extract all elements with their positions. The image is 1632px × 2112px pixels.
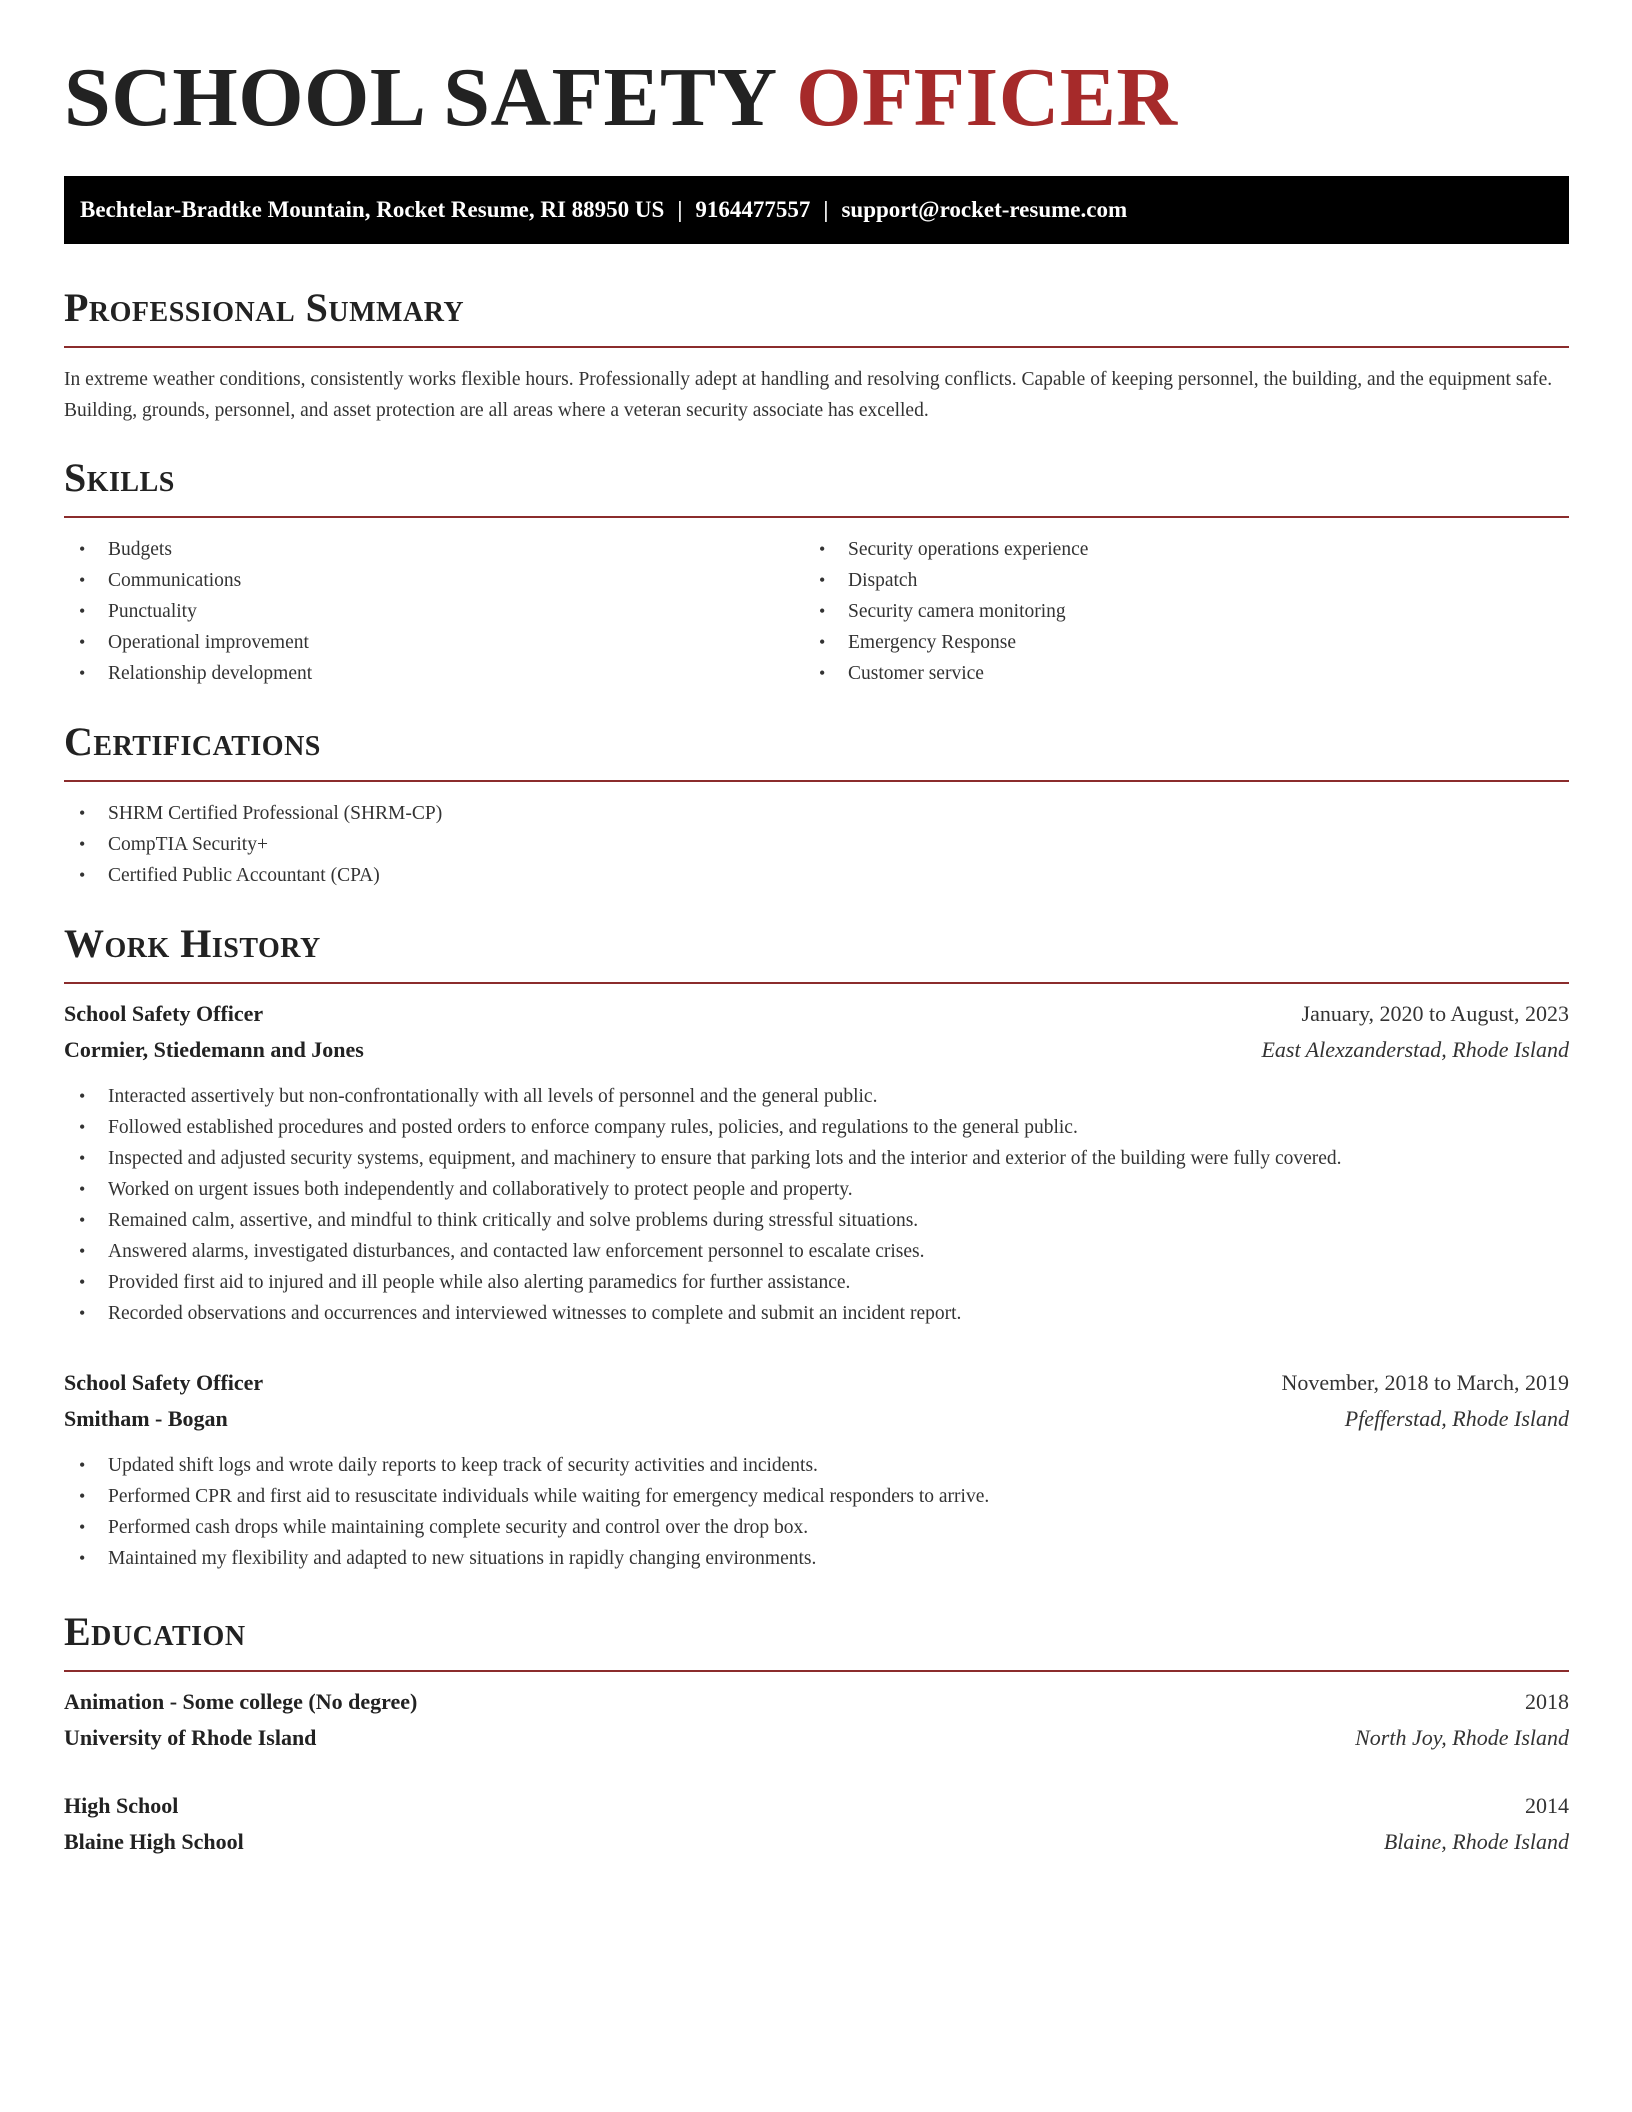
job-bullet: • Followed established procedures and posted orders to enforce company rules, policies, and regulations to the general public.	[64, 1112, 1569, 1143]
section-divider	[64, 516, 1569, 518]
certification-item: • Certified Public Accountant (CPA)	[64, 860, 1569, 891]
certifications-list	[64, 798, 1569, 891]
work-history-section	[64, 921, 1569, 1574]
job-bullet: • Remained calm, assertive, and mindful to think critically and solve problems during stressful situations.	[64, 1205, 1569, 1236]
section-divider	[64, 1670, 1569, 1672]
contact-phone: 9164477557	[695, 197, 811, 222]
work-history-heading: Work History	[64, 921, 321, 966]
education-school: University of Rhode Island	[64, 1725, 317, 1750]
job-bullet: • Answered alarms, investigated disturbances, and contacted law enforcement personnel to escalate crises.	[64, 1236, 1569, 1267]
skill-item: • Budgets	[64, 534, 804, 565]
contact-bar	[64, 176, 1569, 244]
contact-email: support@rocket-resume.com	[841, 197, 1128, 222]
job-company: Smitham - Bogan	[64, 1406, 228, 1431]
job-bullet: • Inspected and adjusted security systems, equipment, and machinery to ensure that parking lots and the interior and exterior of the building were fully covered.	[64, 1143, 1569, 1174]
resume-name	[64, 51, 1178, 144]
skill-item: • Communications	[64, 565, 804, 596]
education-year: 2018	[1525, 1689, 1569, 1714]
job-title: School Safety Officer	[64, 1370, 264, 1395]
job-bullet: • Performed CPR and first aid to resuscitate individuals while waiting for emergency medical responders to arrive.	[64, 1481, 1569, 1512]
summary-text: In extreme weather conditions, consistently works flexible hours. Professionally adept at handling and resolving conflicts. Capable of keeping personnel, the building, and the equipment safe. Building, grounds, personnel, and asset protection are all areas where a veteran security associate has excelled.	[64, 369, 1553, 421]
education-entry	[64, 1788, 1569, 1860]
education-location: North Joy, Rhode Island	[1355, 1725, 1569, 1750]
job-dates: January, 2020 to August, 2023	[1301, 1001, 1569, 1026]
job-bullet: • Updated shift logs and wrote daily reports to keep track of security activities and incidents.	[64, 1450, 1569, 1481]
job-bullet: • Provided first aid to injured and ill people while also alerting paramedics for further assistance.	[64, 1267, 1569, 1298]
education-year: 2014	[1525, 1793, 1569, 1818]
skill-item: • Operational improvement	[64, 627, 804, 658]
job-bullet: • Maintained my flexibility and adapted to new situations in rapidly changing environments.	[64, 1543, 1569, 1574]
name-main: SCHOOL SAFETY	[64, 51, 775, 144]
education-degree: High School	[64, 1793, 179, 1818]
education-heading: Education	[64, 1609, 246, 1654]
skills-list-left	[64, 534, 804, 689]
education-location: Blaine, Rhode Island	[1383, 1829, 1569, 1854]
job-bullet: • Worked on urgent issues both independently and collaboratively to protect people and property.	[64, 1174, 1569, 1205]
job-location: East Alexzanderstad, Rhode Island	[1261, 1037, 1569, 1062]
skills-heading: Skills	[64, 455, 175, 500]
job-entry	[64, 996, 1569, 1329]
contact-separator: |	[677, 197, 683, 222]
summary-heading: Professional Summary	[64, 285, 465, 330]
certifications-heading: Certifications	[64, 719, 321, 764]
summary-section	[64, 285, 1569, 426]
job-bullet: • Performed cash drops while maintaining complete security and control over the drop box.	[64, 1512, 1569, 1543]
certification-item: • CompTIA Security+	[64, 829, 1569, 860]
contact-separator: |	[823, 197, 829, 222]
job-company-row	[64, 1032, 1569, 1068]
section-divider	[64, 346, 1569, 348]
skill-item: • Customer service	[804, 658, 1544, 689]
skills-columns	[64, 534, 1569, 689]
education-header-row	[64, 1684, 1569, 1720]
name-accent: OFFICER	[796, 51, 1178, 144]
job-bullets	[64, 1081, 1569, 1329]
certification-item: • SHRM Certified Professional (SHRM-CP)	[64, 798, 1569, 829]
job-title: School Safety Officer	[64, 1001, 264, 1026]
skill-item: • Emergency Response	[804, 627, 1544, 658]
job-bullet: • Recorded observations and occurrences and interviewed witnesses to complete and submit an incident report.	[64, 1298, 1569, 1329]
education-degree: Animation - Some college (No degree)	[64, 1689, 418, 1714]
skill-item: • Punctuality	[64, 596, 804, 627]
education-school-row	[64, 1824, 1569, 1860]
education-school-row	[64, 1720, 1569, 1756]
job-entry	[64, 1365, 1569, 1574]
certifications-section	[64, 719, 1569, 891]
job-bullets	[64, 1450, 1569, 1574]
job-location: Pfefferstad, Rhode Island	[1344, 1406, 1569, 1431]
education-entry	[64, 1684, 1569, 1756]
section-divider	[64, 982, 1569, 984]
job-company: Cormier, Stiedemann and Jones	[64, 1037, 364, 1062]
skill-item: • Relationship development	[64, 658, 804, 689]
education-school: Blaine High School	[64, 1829, 244, 1854]
education-section	[64, 1609, 1569, 1860]
skills-section	[64, 455, 1569, 689]
skill-item: • Dispatch	[804, 565, 1544, 596]
job-header-row	[64, 996, 1569, 1032]
job-bullet: • Interacted assertively but non-confrontationally with all levels of personnel and the general public.	[64, 1081, 1569, 1112]
section-divider	[64, 780, 1569, 782]
skill-item: • Security operations experience	[804, 534, 1544, 565]
job-company-row	[64, 1401, 1569, 1437]
skill-item: • Security camera monitoring	[804, 596, 1544, 627]
job-dates: November, 2018 to March, 2019	[1281, 1370, 1569, 1395]
job-header-row	[64, 1365, 1569, 1401]
contact-address: Bechtelar-Bradtke Mountain, Rocket Resume, RI 88950 US	[80, 197, 665, 222]
education-header-row	[64, 1788, 1569, 1824]
skills-list-right	[804, 534, 1544, 689]
